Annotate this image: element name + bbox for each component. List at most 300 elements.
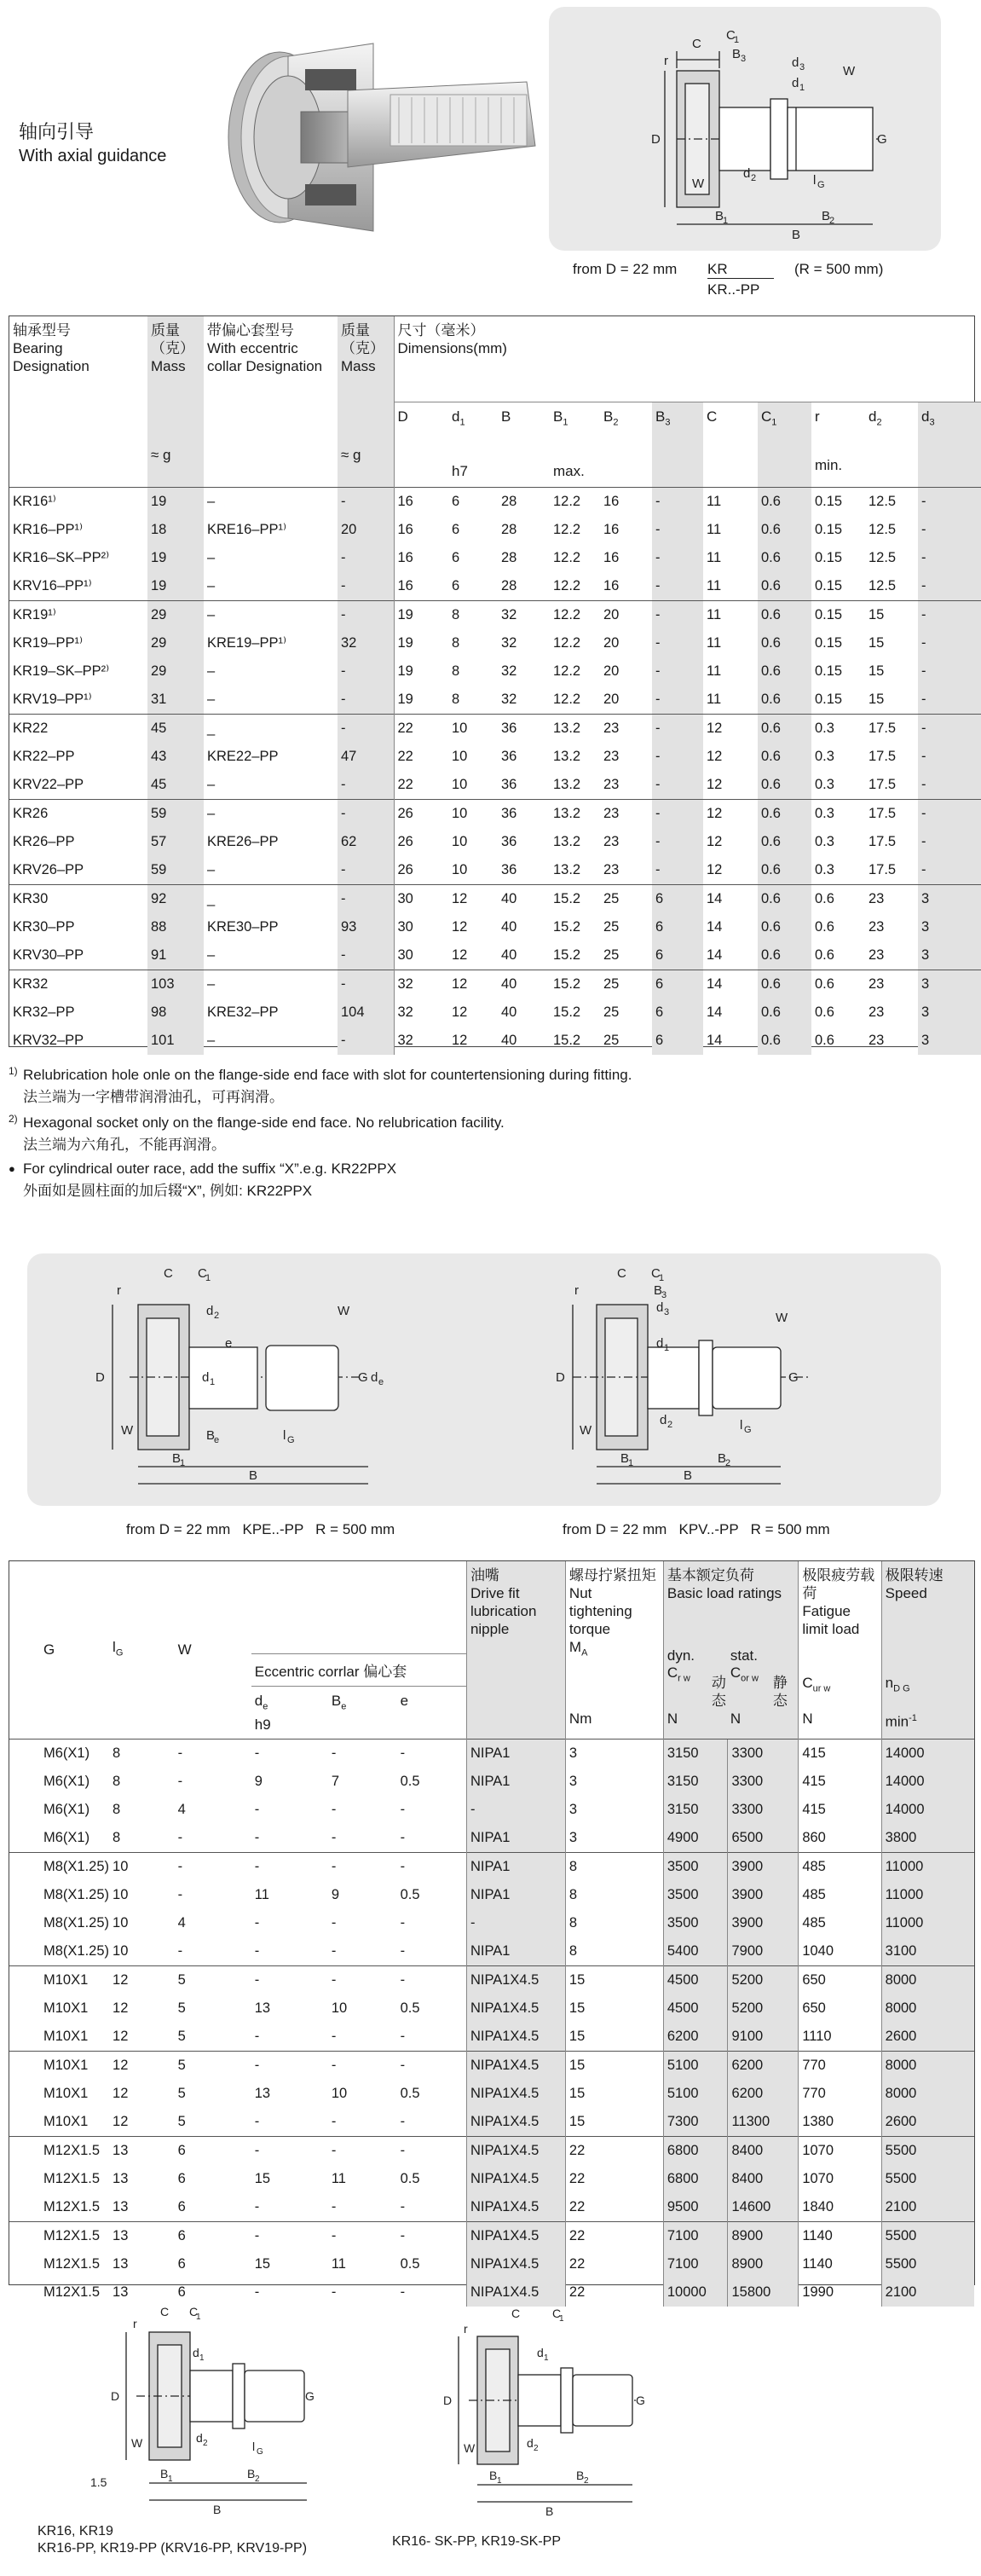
table-cell: 12.2 xyxy=(553,549,581,565)
svg-text:1: 1 xyxy=(664,1343,670,1353)
table-cell: - xyxy=(338,572,394,601)
table-cell: 3 xyxy=(918,941,981,970)
svg-text:B: B xyxy=(718,1451,727,1466)
table-cell: - xyxy=(331,2028,337,2044)
svg-text:B: B xyxy=(715,209,724,223)
table-cell: 0.6 xyxy=(758,828,811,856)
table-cell: – xyxy=(207,549,216,565)
svg-text:G: G xyxy=(257,2447,263,2457)
table-row xyxy=(9,1965,974,1994)
table-cell: M6(X1) xyxy=(9,1739,109,1768)
table-cell: 1840 xyxy=(799,2193,881,2222)
table-cell: 8000 xyxy=(881,2080,974,2108)
note2-cn: 法兰端为六角孔，不能再润滑。 xyxy=(23,1137,226,1153)
table-cell: 8 xyxy=(448,600,498,629)
table-cell: 5200 xyxy=(728,1965,799,1994)
table-cell: 22 xyxy=(565,2278,663,2307)
table-row xyxy=(9,1768,974,1796)
table-cell: 40 xyxy=(501,918,517,935)
table-cell: 13.2 xyxy=(550,714,600,743)
table-cell: 13 xyxy=(113,2255,129,2272)
table-cell: 13 xyxy=(254,2085,271,2101)
table-cell: M12X1.5 xyxy=(9,2136,109,2165)
table-cell: - xyxy=(338,799,394,828)
table-cell: 15 xyxy=(254,2255,271,2272)
table-cell: 59 xyxy=(147,856,204,885)
caption-kpe: from D = 22 mm KPE..-PP R = 500 mm xyxy=(126,1521,395,1537)
dim-col-c: C xyxy=(703,402,758,487)
table-cell: - xyxy=(466,1796,565,1824)
svg-text:G: G xyxy=(744,1425,752,1435)
col-dimensions: 尺寸（毫米） Dimensions(mm) xyxy=(394,316,981,402)
svg-text:G: G xyxy=(287,1435,295,1445)
table-cell: 0.3 xyxy=(811,714,865,743)
svg-text:W: W xyxy=(464,2441,476,2455)
table-cell: 12 xyxy=(707,861,723,877)
table-cell: 6800 xyxy=(663,2136,728,2165)
svg-text:G: G xyxy=(817,180,825,190)
table-cell: 5200 xyxy=(728,1994,799,2023)
table-cell: 0.15 xyxy=(815,549,843,565)
table-cell: 0.15 xyxy=(811,600,865,629)
table-cell: - xyxy=(338,970,394,999)
spec-table-2 xyxy=(9,1560,975,2300)
table-cell: - xyxy=(397,2221,467,2250)
note3-en: For cylindrical outer race, add the suffix “X”.e.g. KR22PPX xyxy=(23,1161,397,1177)
table-cell: - xyxy=(338,487,394,516)
caption-model-kr: KR xyxy=(707,261,728,277)
table-cell: 20 xyxy=(338,516,394,544)
dim-col-b1: $B_1$ max. xyxy=(550,402,600,487)
table-cell: 31 xyxy=(147,686,204,715)
table-cell: – xyxy=(204,799,338,828)
table-row xyxy=(9,516,981,544)
table-cell: 0.3 xyxy=(815,776,834,792)
table-cell: 28 xyxy=(501,521,517,537)
svg-text:e: e xyxy=(214,1435,220,1445)
table-cell: 415 xyxy=(799,1739,881,1768)
table-cell: 40 xyxy=(498,884,550,913)
table-cell: NIPA1 xyxy=(466,1937,565,1966)
table-cell: - xyxy=(652,743,703,771)
table-cell: 30 xyxy=(394,913,448,941)
col-W: W xyxy=(177,1641,192,1658)
svg-text:l: l xyxy=(283,1428,286,1443)
table-row xyxy=(9,2080,974,2108)
table-cell: 9 xyxy=(254,1773,263,1789)
table-cell: 19 xyxy=(394,629,448,657)
svg-text:1: 1 xyxy=(210,1377,216,1387)
table-row xyxy=(9,2165,974,2193)
svg-text:l: l xyxy=(813,173,817,188)
table-row xyxy=(9,828,981,856)
table-cell: NIPA1X4.5 xyxy=(466,2165,565,2193)
svg-text:d: d xyxy=(527,2436,534,2450)
table-cell: 0.6 xyxy=(758,572,811,601)
table-cell: 6 xyxy=(177,2170,186,2186)
table-cell: 17.5 xyxy=(868,861,897,877)
table-cell: 0.6 xyxy=(758,799,811,828)
table-cell: 1990 xyxy=(799,2278,881,2307)
note2-mark: 2) xyxy=(9,1113,18,1125)
table-row xyxy=(9,913,981,941)
table-cell: 14000 xyxy=(881,1796,974,1824)
table-cell: 16 xyxy=(603,549,620,565)
table-cell: 15 xyxy=(565,2023,663,2052)
table-cell: 11000 xyxy=(881,1852,974,1881)
table-cell: 485 xyxy=(799,1909,881,1937)
table-cell: 6200 xyxy=(663,2023,728,2052)
table-cell: 19 xyxy=(147,544,204,572)
caption-bottom-left-1: KR16, KR19 xyxy=(38,2524,113,2538)
table-cell: _ xyxy=(204,884,338,913)
svg-text:B: B xyxy=(822,209,831,223)
svg-text:D: D xyxy=(443,2394,453,2407)
svg-text:r: r xyxy=(117,1283,121,1298)
table-cell: NIPA1 xyxy=(466,1881,565,1909)
table-cell: 0.6 xyxy=(758,1027,811,1055)
table-cell: - xyxy=(331,2113,337,2129)
table-cell: 3150 xyxy=(663,1739,728,1768)
col-designation: 轴承型号 Bearing Designation xyxy=(13,322,89,374)
table-cell: - xyxy=(175,1739,251,1768)
table-cell: 1040 xyxy=(799,1937,881,1966)
table-cell: 28 xyxy=(501,577,517,593)
table-cell: 25 xyxy=(600,884,652,913)
table-cell: 17.5 xyxy=(868,776,897,792)
table-cell: 12 xyxy=(707,833,723,849)
table-cell: 16 xyxy=(394,544,448,572)
table-cell: 12 xyxy=(109,2051,175,2080)
table-cell: M8(X1.25) xyxy=(9,1852,109,1881)
table-cell: 14 xyxy=(703,970,758,999)
drawing-bottom-left xyxy=(51,2302,358,2515)
table-cell: 3100 xyxy=(881,1937,974,1966)
table-cell: 15 xyxy=(565,2108,663,2137)
spec-table-1 xyxy=(9,315,975,1047)
table-cell: 12.2 xyxy=(553,663,581,679)
table-cell: M10X1 xyxy=(43,2113,89,2129)
table-cell: 29 xyxy=(147,657,204,686)
table-cell: 13.2 xyxy=(553,748,581,764)
svg-text:1: 1 xyxy=(544,2353,549,2363)
svg-text:D: D xyxy=(651,132,661,147)
caption-bottom-left-2: KR16-PP, KR19-PP (KRV16-PP, KRV19-PP) xyxy=(38,2541,308,2556)
table-cell: 0.15 xyxy=(815,577,843,593)
table-cell: 0.6 xyxy=(758,544,811,572)
table-cell: - xyxy=(177,1942,183,1959)
table-cell: 11 xyxy=(707,549,722,565)
table-cell: 12 xyxy=(452,1004,468,1020)
table-cell: - xyxy=(918,572,981,601)
table-cell: 0.6 xyxy=(758,487,811,516)
svg-text:C: C xyxy=(160,2305,170,2318)
table-cell: 40 xyxy=(501,1004,517,1020)
table-cell: - xyxy=(652,600,703,629)
svg-text:1: 1 xyxy=(497,2476,502,2486)
table-row xyxy=(9,884,981,913)
table-cell: 17.5 xyxy=(865,799,918,828)
table-cell: - xyxy=(331,2198,337,2214)
table-cell: 3900 xyxy=(728,1909,799,1937)
table-cell: 10 xyxy=(452,861,468,877)
table-cell: 29 xyxy=(147,600,204,629)
table-cell: 10 xyxy=(113,1886,129,1902)
table-cell: 12 xyxy=(452,918,468,935)
table-cell: 12 xyxy=(113,2085,129,2101)
table-row xyxy=(9,1824,974,1853)
table-cell: 32 xyxy=(338,629,394,657)
dim-col-b: B xyxy=(498,402,550,487)
table-cell: M10X1 xyxy=(9,1965,109,1994)
table-cell: - xyxy=(397,2136,467,2165)
table-cell: 650 xyxy=(799,1994,881,2023)
svg-text:C: C xyxy=(617,1266,626,1281)
table-row xyxy=(9,743,981,771)
table-cell: - xyxy=(254,1829,260,1845)
section-title-cn: 轴向引导 xyxy=(19,121,95,142)
table-cell: - xyxy=(254,1914,260,1931)
table-cell: 45 xyxy=(147,714,204,743)
table-cell: KRE19–PP¹⁾ xyxy=(207,635,287,651)
table-cell: 14 xyxy=(707,1032,723,1048)
svg-text:3: 3 xyxy=(661,1290,667,1300)
table-cell: 8 xyxy=(452,663,460,679)
table-cell: 45 xyxy=(147,771,204,800)
table-cell: 1070 xyxy=(799,2165,881,2193)
caption-r: (R = 500 mm) xyxy=(794,261,884,277)
svg-text:W: W xyxy=(776,1311,788,1325)
table-cell: M8(X1.25) xyxy=(43,1942,110,1959)
table-cell: 0.3 xyxy=(815,748,834,764)
table-cell: 19 xyxy=(147,572,204,601)
table-row xyxy=(9,799,981,828)
svg-text:C: C xyxy=(552,2307,562,2320)
table-cell: 12.2 xyxy=(550,600,600,629)
table-cell: 16 xyxy=(394,572,448,601)
col-ecc-designation: 带偏心套型号 With eccentric collar Designation xyxy=(207,322,323,374)
table-cell: 3150 xyxy=(663,1796,728,1824)
table-cell: 20 xyxy=(603,634,620,651)
table-cell: 12 xyxy=(113,2028,129,2044)
table-cell: 16 xyxy=(603,521,620,537)
table-cell: 3 xyxy=(918,970,981,999)
table-cell: 26 xyxy=(394,828,448,856)
table-cell: 0.3 xyxy=(811,799,865,828)
footnotes xyxy=(9,1064,963,1206)
svg-text:2: 2 xyxy=(203,2439,208,2448)
svg-text:1: 1 xyxy=(628,1458,634,1468)
table-cell: 15.2 xyxy=(553,1004,581,1020)
table-cell: 47 xyxy=(338,743,394,771)
table-cell: 0.6 xyxy=(758,743,811,771)
table-cell: 0.6 xyxy=(758,884,811,913)
table-cell: - xyxy=(254,2198,260,2214)
table-cell: 15 xyxy=(868,663,885,679)
table-cell: - xyxy=(918,799,981,828)
dim-col-d3: $d_3$ xyxy=(918,402,981,487)
table-cell: 15 xyxy=(254,2170,271,2186)
table-cell: 22 xyxy=(394,771,448,800)
table-cell: 6 xyxy=(652,941,703,970)
table-cell: 6 xyxy=(177,2255,186,2272)
table-cell: 20 xyxy=(603,691,620,707)
table-cell: NIPA1X4.5 xyxy=(466,2080,565,2108)
col-G: G xyxy=(43,1641,55,1658)
table-row xyxy=(9,999,981,1027)
table-cell: 6 xyxy=(452,577,460,593)
dim-col-b2: $B_2$ xyxy=(600,402,652,487)
table-cell: 12.2 xyxy=(550,487,600,516)
svg-text:B: B xyxy=(247,2467,256,2480)
table-cell: 104 xyxy=(338,999,394,1027)
table-cell: 15 xyxy=(565,1965,663,1994)
table-cell: 17.5 xyxy=(868,833,897,849)
table-cell: 36 xyxy=(498,714,550,743)
table-cell: – xyxy=(204,487,338,516)
svg-text:D: D xyxy=(111,2389,120,2403)
svg-text:d: d xyxy=(792,55,799,70)
svg-text:B: B xyxy=(172,1451,182,1466)
table-row xyxy=(9,2221,974,2250)
table-cell: 22 xyxy=(565,2193,663,2222)
svg-text:d: d xyxy=(660,1413,667,1427)
table-cell: 8 xyxy=(113,1801,121,1817)
table-cell: 6 xyxy=(652,999,703,1027)
table-cell: 0.15 xyxy=(815,634,843,651)
table-cell: 25 xyxy=(600,970,652,999)
table-cell: - xyxy=(251,1852,328,1881)
table-cell: NIPA1 xyxy=(466,1852,565,1881)
svg-text:B: B xyxy=(576,2469,585,2482)
table-cell: - xyxy=(338,771,394,800)
table-cell: M12X1.5 xyxy=(9,2221,109,2250)
table-cell: KR22 xyxy=(9,714,147,743)
table-cell: 25 xyxy=(603,946,620,963)
table-cell: 93 xyxy=(338,913,394,941)
table-cell: 11000 xyxy=(881,1881,974,1909)
table-cell: 0.6 xyxy=(758,771,811,800)
table-row xyxy=(9,686,981,715)
svg-text:B: B xyxy=(684,1468,693,1483)
table-cell: 36 xyxy=(501,748,517,764)
svg-text:2: 2 xyxy=(725,1458,731,1468)
col-load: 基本额定负荷 Basic load ratings dyn. $C_{r w}$ 动态 N stat. $C_{or w}$ 静态 N xyxy=(663,1561,798,1739)
table-cell: 28 xyxy=(498,487,550,516)
table-cell: KRV16–PP¹⁾ xyxy=(13,578,92,593)
table-row xyxy=(9,487,981,516)
table-cell: 25 xyxy=(603,918,620,935)
table-cell: 15 xyxy=(565,2051,663,2080)
table-cell: 59 xyxy=(147,799,204,828)
dim-col-r: r min. xyxy=(811,402,865,487)
table-cell: - xyxy=(652,629,703,657)
table-cell: - xyxy=(918,544,981,572)
table-cell: 12 xyxy=(452,946,468,963)
table-cell: 0.6 xyxy=(815,1032,834,1048)
svg-text:C: C xyxy=(198,1266,207,1281)
table-cell: 3500 xyxy=(663,1909,728,1937)
table-cell: 3 xyxy=(565,1768,663,1796)
table-cell: 15 xyxy=(865,600,918,629)
table-cell: - xyxy=(251,1965,328,1994)
table-cell: – xyxy=(207,691,216,707)
table-cell: – xyxy=(204,970,338,999)
dim-col-b3: $B_3$ xyxy=(652,402,703,487)
table-cell: 0.6 xyxy=(815,918,834,935)
svg-text:1: 1 xyxy=(199,2353,205,2363)
table-cell: 0.6 xyxy=(758,657,811,686)
table-cell: _ xyxy=(204,714,338,743)
table-cell: 12 xyxy=(448,884,498,913)
table-cell: 5 xyxy=(175,2051,251,2080)
table-cell: 32 xyxy=(501,663,517,679)
table-cell: 3800 xyxy=(881,1824,974,1853)
svg-text:B: B xyxy=(792,228,801,242)
table-cell: 0.5 xyxy=(400,1773,420,1789)
table-cell: NIPA1 xyxy=(466,1739,565,1768)
table-cell: M6(X1) xyxy=(43,1801,90,1817)
svg-text:1: 1 xyxy=(659,1273,665,1283)
table-cell: 14 xyxy=(707,1004,723,1020)
table-cell: 22 xyxy=(565,2250,663,2278)
table-cell: 12.2 xyxy=(553,634,581,651)
table-cell: 0.6 xyxy=(815,1004,834,1020)
table-cell: - xyxy=(328,1965,397,1994)
caption-underline xyxy=(707,278,774,279)
table-cell: KRE16–PP¹⁾ xyxy=(207,522,287,537)
svg-text:2: 2 xyxy=(214,1311,220,1321)
table-cell: 12 xyxy=(109,1965,175,1994)
table-cell: 12.5 xyxy=(865,487,918,516)
table-cell: 3300 xyxy=(728,1796,799,1824)
table-cell: - xyxy=(331,1801,337,1817)
table-cell: KR16¹⁾ xyxy=(9,487,147,516)
table-cell: 62 xyxy=(338,828,394,856)
table-cell: 11 xyxy=(707,521,722,537)
table-cell: 8400 xyxy=(728,2165,799,2193)
table-cell: - xyxy=(918,856,981,885)
svg-text:B: B xyxy=(206,1428,216,1443)
table-cell: 4 xyxy=(177,1914,186,1931)
table-cell: - xyxy=(251,2051,328,2080)
col-torque: 螺母拧紧扭矩 Nut tightening torque $M_A$ Nm xyxy=(565,1561,663,1739)
table-row xyxy=(9,1852,974,1881)
table-cell: 10 xyxy=(331,2000,348,2016)
table-cell: 3500 xyxy=(663,1881,728,1909)
table-cell: 3500 xyxy=(663,1852,728,1881)
table-cell: 6500 xyxy=(728,1824,799,1853)
table-cell: 16 xyxy=(600,487,652,516)
table-cell: 2100 xyxy=(881,2278,974,2307)
col-ecc-blank xyxy=(251,1561,467,1653)
table-cell: 3900 xyxy=(728,1881,799,1909)
table-cell: KRE26–PP xyxy=(207,833,279,849)
table-cell: 1110 xyxy=(799,2023,881,2052)
table-cell: - xyxy=(397,1852,467,1881)
table-cell: 15.2 xyxy=(550,970,600,999)
svg-text:D: D xyxy=(95,1370,105,1385)
table-row xyxy=(9,771,981,800)
table-cell: 3 xyxy=(565,1796,663,1824)
table-cell: 36 xyxy=(501,861,517,877)
table-cell: 12 xyxy=(452,1032,468,1048)
table-row xyxy=(9,1739,974,1768)
table-cell: 23 xyxy=(600,799,652,828)
table-cell: 770 xyxy=(799,2080,881,2108)
table-cell: 11 xyxy=(331,2170,346,2186)
table-cell: 26 xyxy=(394,799,448,828)
